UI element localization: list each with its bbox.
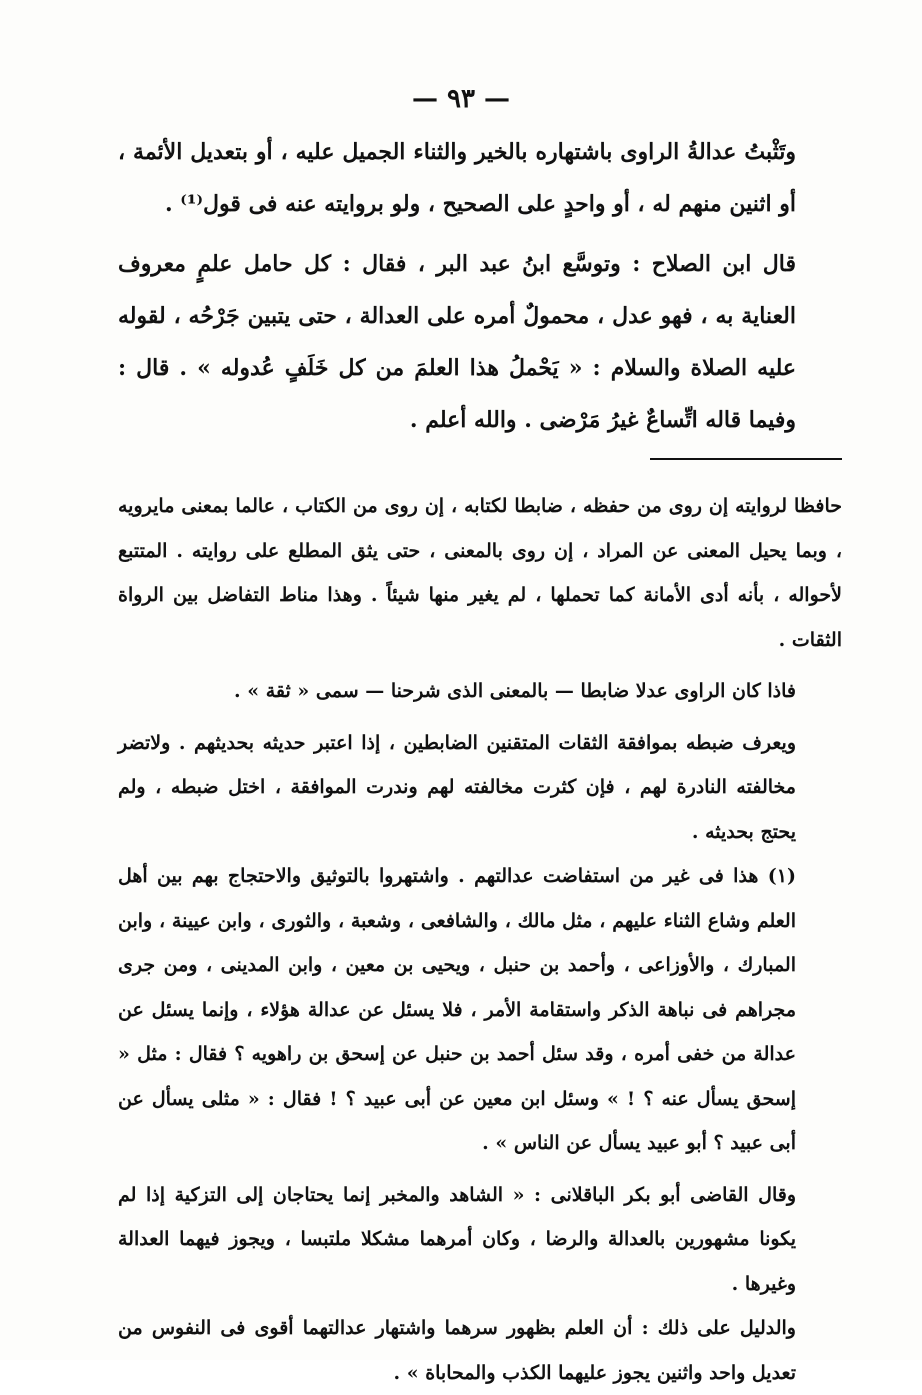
footnote-paragraph-2: فاذا كان الراوى عدلا ضابطا — بالمعنى الذى شرحنا — سمى « ثقة » . (234, 680, 796, 702)
footnote-paragraph-4: (١) هذا فى غير من استفاضت عدالتهم . واشتهروا بالتوثيق والاحتجاج بهم بين أهل العلم وشاع الثناء عليهم ، مثل مالك ، والشافعى ، وشعبة ، والثورى ، وابن عيينة ، وابن المبارك ، والأوزاعى ، وأحمد بن حنبل ، ويحيى بن معين ، وابن المدينى ، ومن جرى مجراهم فى نباهة الذكر واستقامة الأمر ، فلا يسئل عن عدالة هؤلاء ، وإنما يسئل عن عدالة من خفى أمره ، وقد سئل أحمد بن حنبل عن إسحق بن راهويه ؟ فقال : مثل « إسحق يسأل عنه ؟ ! » وسئل ابن معين عن أبى عبيد ؟ ! فقال : « مثلى يسأل عن أبى عبيد ؟ أبو عبيد يسأل عن الناس » . (118, 865, 796, 1154)
main-paragraph-2: قال ابن الصلاح : وتوسَّع ابنُ عبد البر ، فقال : كل حامل علمٍ معروف العناية به ، فهو عدل ، محمولٌ أمره على العدالة ، حتى يتبين جَرْحُه ، لقوله عليه الصلاة والسلام : « يَحْملُ هذا العلمَ من كل خَلَفٍ عُدوله » . قال : وفيما قاله اتِّساعٌ غيرُ مَرْضى . والله أعلم . (118, 251, 796, 433)
page-number: — ٩٣ — (411, 84, 511, 114)
footnote-paragraph-1: حافظا لروايته إن روى من حفظه ، ضابطا لكتابه ، إن روى من الكتاب ، عالما بمعنى مايرويه ، وبما يحيل المعنى عن المراد ، إن روى بالمعنى ، حتى يثق المطلع على روايته . المتتبع لأحواله ، بأنه أدى الأمانة كما تحملها ، لم يغير منها شيئاً . وهذا مناط التفاضل بين الرواة الثقات . (118, 495, 842, 651)
main-paragraph-1: وتَثْبتُ عدالةُ الراوى باشتهاره بالخير والثناء الجميل عليه ، أو بتعديل الأئمة ، أو اثنين منهم له ، أو واحدٍ على الصحيح ، ولو بروايته عنه فى قول⁽¹⁾ . (118, 139, 796, 217)
footnote-paragraph-6: والدليل على ذلك : أن العلم بظهور سرهما واشتهار عدالتهما أقوى فى النفوس من تعديل واحد واثنين يجوز عليهما الكذب والمحاباة » . (118, 1317, 796, 1384)
footnote-divider (650, 458, 842, 460)
footnote-paragraph-3: ويعرف ضبطه بموافقة الثقات المتقنين الضابطين ، إذا اعتبر حديثه بحديثهم . ولاتضر مخالفته النادرة لهم ، فإن كثرت مخالفته لهم وندرت الموافقة ، اختل ضبطه ، ولم يحتج بحديثه . (118, 731, 796, 843)
footnotes (118, 484, 842, 1395)
footnote-paragraph-5: وقال القاضى أبو بكر الباقلانى : « الشاهد والمخبر إنما يحتاجان إلى التزكية إذا لم يكونا مشهورين بالعدالة والرضا ، وكان أمرهما مشكلا ملتبسا ، ويجوز فيهما العدالة وغيرها . (118, 1183, 796, 1295)
main-text (118, 126, 842, 446)
